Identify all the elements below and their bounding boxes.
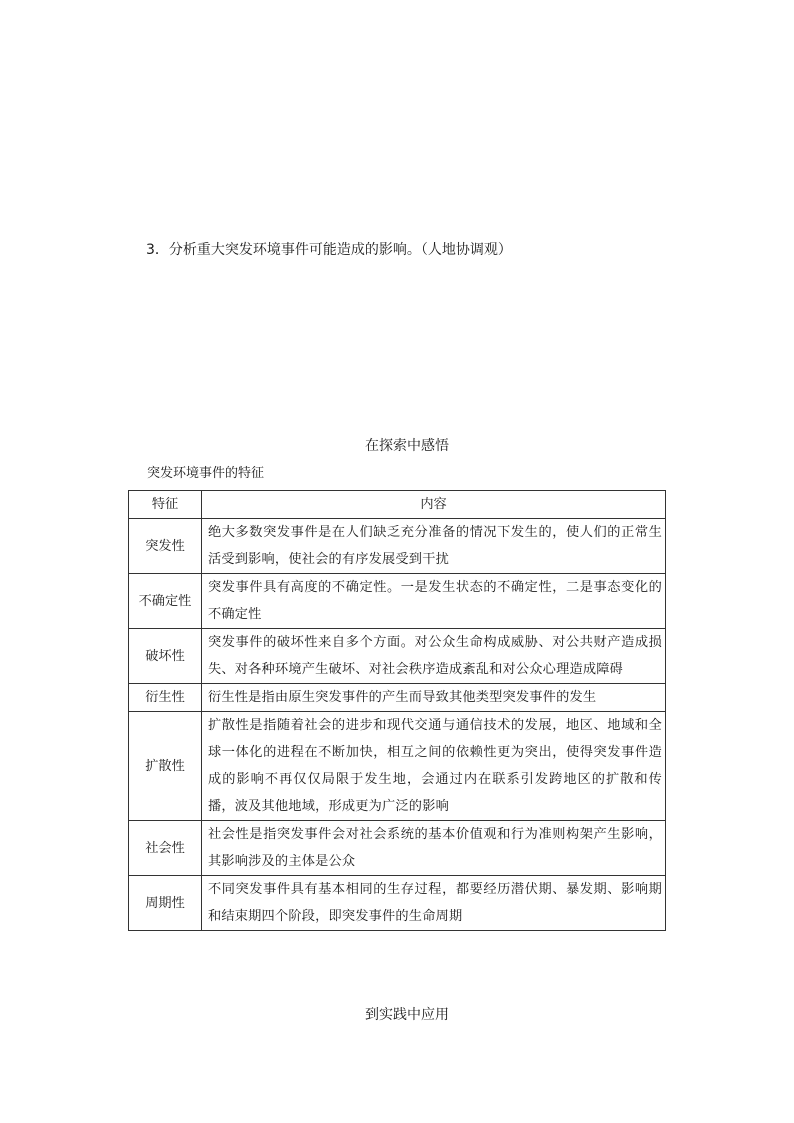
question-3: 3．分析重大突发环境事件可能造成的影响。（人地协调观） <box>146 242 512 258</box>
feature-cell: 扩散性 <box>129 712 202 821</box>
content-cell: 衍生性是指由原生突发事件的产生而导致其他类型突发事件的发生 <box>202 684 666 712</box>
feature-cell: 不确定性 <box>129 574 202 629</box>
section-heading-explore: 在探索中感悟 <box>365 438 449 454</box>
feature-cell: 破坏性 <box>129 629 202 684</box>
feature-cell: 社会性 <box>129 821 202 876</box>
content-cell: 突发事件的破坏性来自多个方面。对公众生命构成威胁、对公共财产造成损失、对各种环境产生破坏、对社会秩序造成紊乱和对公众心理造成障碍 <box>202 629 666 684</box>
feature-cell: 衍生性 <box>129 684 202 712</box>
table-row <box>129 876 666 931</box>
content-cell: 社会性是指突发事件会对社会系统的基本价值观和行为准则构架产生影响，其影响涉及的主体是公众 <box>202 821 666 876</box>
section-heading-apply: 到实践中应用 <box>365 1007 449 1023</box>
header-feature: 特征 <box>129 491 202 519</box>
table-header-row <box>129 491 666 519</box>
content-cell: 绝大多数突发事件是在人们缺乏充分准备的情况下发生的，使人们的正常生活受到影响，使社会的有序发展受到干扰 <box>202 519 666 574</box>
feature-cell: 突发性 <box>129 519 202 574</box>
table-row <box>129 821 666 876</box>
feature-cell: 周期性 <box>129 876 202 931</box>
table-row <box>129 712 666 821</box>
header-content: 内容 <box>202 491 666 519</box>
table-row <box>129 684 666 712</box>
table-caption: 突发环境事件的特征 <box>147 466 265 481</box>
content-cell: 扩散性是指随着社会的进步和现代交通与通信技术的发展，地区、地域和全球一体化的进程在不断加快，相互之间的依赖性更为突出，使得突发事件造成的影响不再仅仅局限于发生地，会通过内在联系引发跨地区的扩散和传播，波及其他地域，形成更为广泛的影响 <box>202 712 666 821</box>
content-cell: 突发事件具有高度的不确定性。一是发生状态的不确定性，二是事态变化的不确定性 <box>202 574 666 629</box>
features-table <box>128 490 666 931</box>
table-row <box>129 574 666 629</box>
table-row <box>129 629 666 684</box>
content-cell: 不同突发事件具有基本相同的生存过程，都要经历潜伏期、暴发期、影响期和结束期四个阶段，即突发事件的生命周期 <box>202 876 666 931</box>
table-row <box>129 519 666 574</box>
